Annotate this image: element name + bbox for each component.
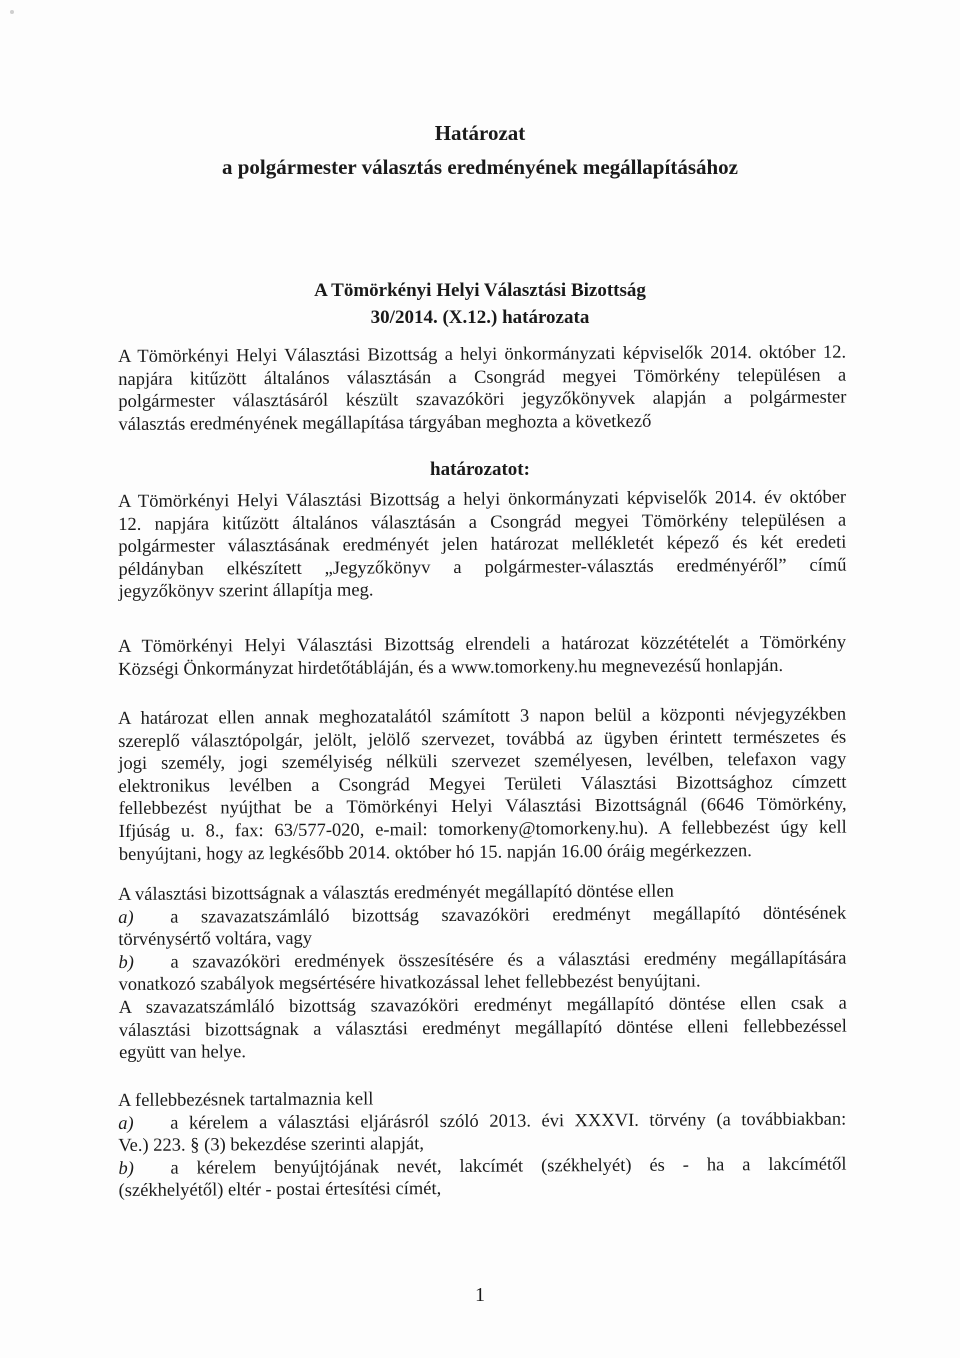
text-line: Ifjúság u. 8., fax: 63/577-020, e-mail: tomorkeny@tomorkeny.hu). A fellebbezést úgy kell xyxy=(118,817,847,842)
text-line: Községi Önkormányzat hirdetőtábláján, és a www.tomorkeny.hu megnevezésű honlapján. xyxy=(118,655,784,680)
grounds-paragraph xyxy=(118,880,847,1065)
list-item xyxy=(118,902,846,929)
list-marker: b) xyxy=(118,1158,134,1179)
document-title: Határozat xyxy=(434,121,526,145)
text-line: (székhelyétől) eltér - postai értesítési címét, xyxy=(118,1179,442,1202)
text-line: A Tömörkényi Helyi Választási Bizottság a helyi önkormányzati képviselők 2014. október 12. xyxy=(118,342,847,367)
text-line: A Tömörkényi Helyi Választási Bizottság a helyi önkormányzati képviselők 2014. év október xyxy=(118,487,847,512)
decision-paragraph xyxy=(118,487,847,604)
text-line: benyújtani, hogy az legkésőbb 2014. október hó 15. napján 16.00 óráig megérkezzen. xyxy=(118,840,752,865)
text-line: elektronikus levélben a Csongrád Megyei Területi Választási Bizottsághoz címzett xyxy=(118,772,847,797)
text-line: napjára kitűzött általános választásán a Csongrád megyei Tömörkény településen a xyxy=(118,365,847,390)
text-line: A fellebbezésnek tartalmaznia kell xyxy=(118,1089,374,1111)
text-line: szereplő választópolgár, jelölt, jelölő szervezet, továbbá az ügyben érintett természetes és xyxy=(118,727,847,752)
page-number: 1 xyxy=(475,1284,485,1306)
text-line: együtt van helye. xyxy=(118,1042,246,1064)
text-line: polgármester választásáról készült szavazóköri jegyzőkönyvek alapján a polgármester xyxy=(118,387,847,413)
list-item-text: a szavazatszámláló bizottság szavazóköri eredményt megállapító döntésének xyxy=(170,903,847,928)
list-marker: a) xyxy=(118,907,134,928)
text-line: példányban elkészített „Jegyzőkönyv a polgármester-választás eredményéről” című xyxy=(118,555,847,580)
document-subtitle: a polgármester választás eredményének megállapításához xyxy=(222,155,738,179)
text-line: jogi személy, jogi személyiség nélküli szervezet személyesen, levélben, telefaxon vagy xyxy=(118,749,847,775)
list-item-text: a szavazóköri eredmények összesítésére és a választási eredmény megállapítására xyxy=(170,948,847,973)
issuer-name: A Tömörkényi Helyi Választási Bizottság xyxy=(314,280,646,301)
resolution-number: 30/2014. (X.12.) határozata xyxy=(370,307,590,328)
text-line: választási bizottságnak a választási eredményt megállapító döntése elleni fellebbezéssel xyxy=(118,1016,847,1041)
decision-heading: határozatot: xyxy=(430,459,530,480)
text-line: polgármester választásának eredményét jelen határozat mellékletét képező és két eredeti xyxy=(118,532,847,558)
text-line: Ve.) 223. § (3) bekezdése szerinti alapját, xyxy=(118,1134,425,1157)
text-line: jegyzőkönyv szerint állapítja meg. xyxy=(118,580,374,603)
text-line: A választási bizottságnak a választás eredményét megállapító döntése ellen xyxy=(118,881,674,905)
text-line: fellebbezést nyújthat be a Tömörkényi Helyi Választási Bizottságnál (6646 Tömörkény, xyxy=(118,794,847,820)
publication-paragraph xyxy=(118,632,846,682)
list-marker: b) xyxy=(118,952,134,973)
contents-paragraph xyxy=(118,1086,847,1203)
appeal-paragraph xyxy=(118,704,847,867)
list-marker: a) xyxy=(118,1113,134,1134)
text-line: A Tömörkényi Helyi Választási Bizottság elrendeli a határozat közzétételét a Tömörkény xyxy=(118,632,847,657)
text-line: A határozat ellen annak meghozatalától számított 3 napon belül a központi névjegyzékben xyxy=(118,704,847,729)
text-line: vonatkozó szabályok megsértésére hivatkozással lehet fellebbezést benyújtani. xyxy=(118,971,701,996)
list-item xyxy=(118,1108,846,1135)
text-line: választás eredményének megállapítása tárgyában meghozta a következő xyxy=(118,411,652,435)
text-line: A szavazatszámláló bizottság szavazóköri eredményt megállapító döntése ellen csak a xyxy=(118,993,847,1018)
intro-paragraph xyxy=(118,342,847,437)
scan-speck xyxy=(10,10,14,14)
list-item-text: a kérelem a választási eljárásról szóló 2013. évi XXXVI. törvény (a továbbiakban: xyxy=(170,1109,847,1134)
list-item-text: a kérelem benyújtójának nevét, lakcímét (székhelyét) és - ha a lakcímétől xyxy=(170,1154,847,1179)
text-line: 12. napjára kitűzött általános választásán a Csongrád megyei Tömörkény településen a xyxy=(118,510,847,535)
text-line: törvénysértő voltára, vagy xyxy=(118,929,313,951)
